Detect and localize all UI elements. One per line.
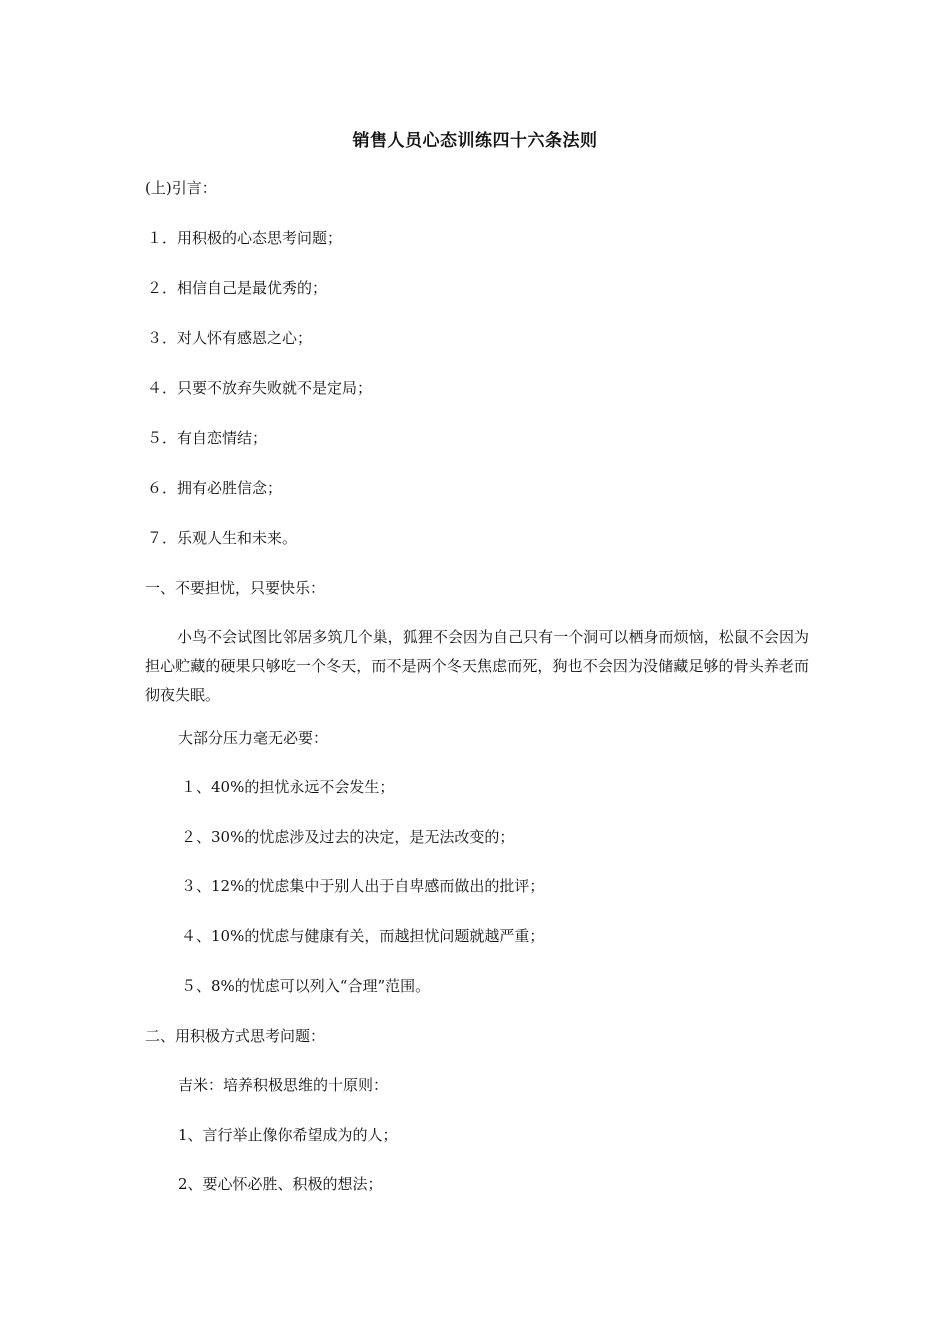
- section-heading: 二、用积极方式思考问题：: [145, 1027, 326, 1045]
- list-item: １、40%的担忧永远不会发生；: [181, 778, 395, 796]
- intro-item: ２．相信自己是最优秀的；: [147, 279, 328, 297]
- section-subheading: 吉米：培养积极思维的十原则：: [178, 1076, 389, 1094]
- intro-item: １．用积极的心态思考问题；: [147, 229, 343, 247]
- intro-item: ３．对人怀有感恩之心；: [147, 329, 313, 347]
- list-item: 2、要心怀必胜、积极的想法；: [178, 1175, 383, 1193]
- intro-item: ６．拥有必胜信念；: [147, 479, 283, 497]
- intro-heading: (上)引言：: [145, 179, 217, 197]
- list-item: ５、8%的忧虑可以列入“合理”范围。: [181, 977, 431, 995]
- intro-item: ５．有自恋情结；: [147, 429, 268, 447]
- section-heading: 一、不要担忧，只要快乐：: [145, 579, 326, 597]
- list-item: ２、30%的忧虑涉及过去的决定，是无法改变的；: [181, 828, 515, 846]
- list-item: 1、言行举止像你希望成为的人；: [178, 1126, 398, 1144]
- body-paragraph: 小鸟不会试图比邻居多筑几个巢，狐狸不会因为自己只有一个洞可以栖身而烦恼，松鼠不会因为担心贮藏的硬果只够吃一个冬天，而不是两个冬天焦虑而死，狗也不会因为没储藏足够的骨头养老而彻夜失眠。: [145, 628, 809, 704]
- intro-item: ７．乐观人生和未来。: [147, 529, 298, 547]
- list-item: ４、10%的忧虑与健康有关，而越担忧问题就越严重；: [181, 927, 545, 945]
- document-title: 销售人员心态训练四十六条法则: [352, 131, 598, 151]
- intro-item: ４．只要不放弃失败就不是定局；: [147, 379, 373, 397]
- section-subheading: 大部分压力毫无必要：: [178, 729, 329, 747]
- list-item: ３、12%的忧虑集中于别人出于自卑感而做出的批评；: [181, 877, 545, 895]
